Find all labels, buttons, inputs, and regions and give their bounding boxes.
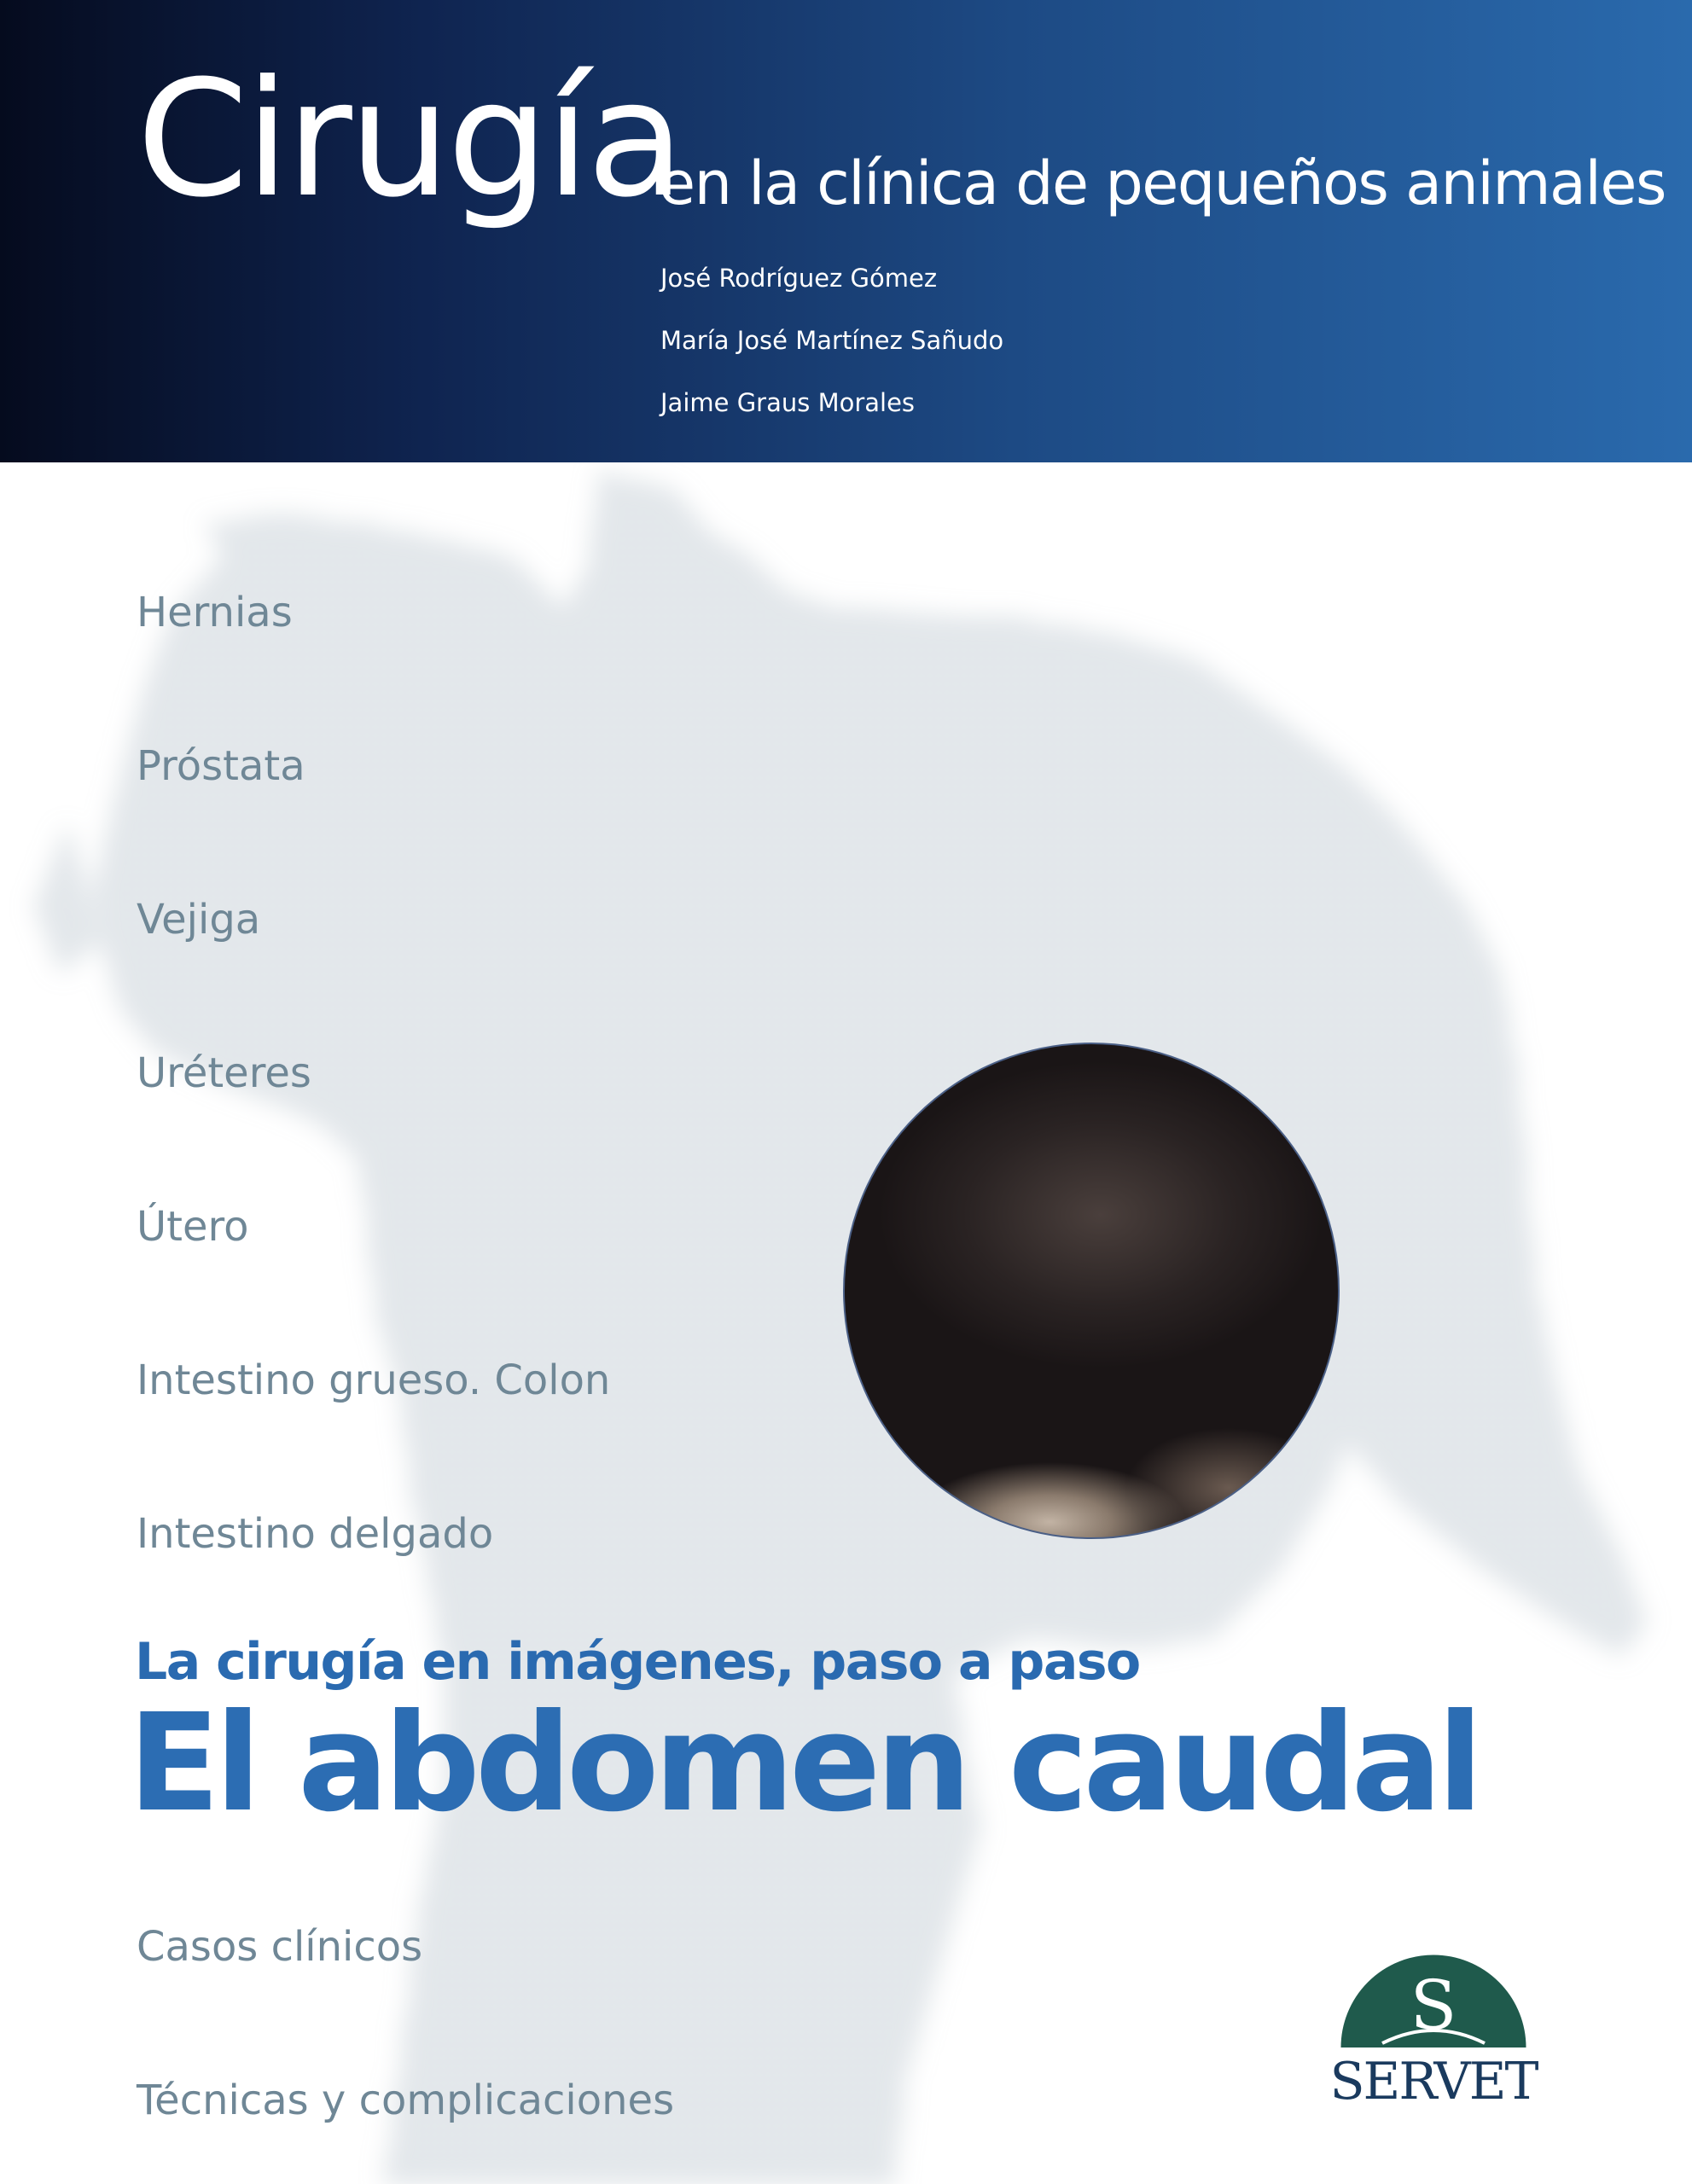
author-2: María José Martínez Sañudo	[660, 326, 1004, 355]
book-title: El abdomen caudal	[128, 1685, 1479, 1842]
author-3: Jaime Graus Morales	[660, 388, 916, 417]
topic-hernias: Hernias	[137, 589, 293, 636]
topic-casos-clinicos: Casos clínicos	[137, 1923, 423, 1971]
series-title: La cirugía en imágenes, paso a paso	[135, 1632, 1140, 1692]
topic-prostata: Próstata	[137, 742, 305, 790]
topic-ureteres: Uréteres	[137, 1049, 311, 1097]
topic-intestino-delgado: Intestino delgado	[137, 1510, 494, 1558]
servet-logo	[1314, 1937, 1553, 2107]
publisher-name: SERVET	[1329, 2052, 1538, 2107]
cover-subtitle: en la clínica de pequeños animales	[659, 148, 1666, 218]
cover-title: Cirugía	[137, 46, 682, 233]
author-1: José Rodríguez Gómez	[660, 264, 938, 293]
topic-vejiga: Vejiga	[137, 896, 261, 944]
topic-tecnicas-complicaciones: Técnicas y complicaciones	[137, 2077, 675, 2124]
topic-intestino-grueso: Intestino grueso. Colon	[137, 1356, 611, 1404]
topic-utero: Útero	[137, 1203, 249, 1251]
header-band	[0, 0, 1692, 462]
abdomen-photo	[843, 1043, 1340, 1539]
logo-letter: S	[1410, 1966, 1457, 2045]
